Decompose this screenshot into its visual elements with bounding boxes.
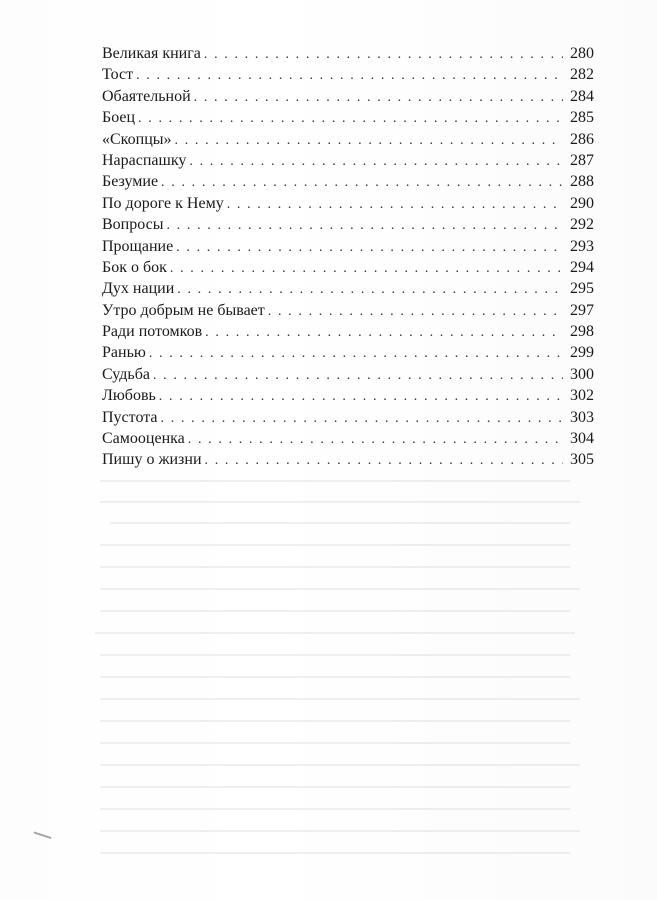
- toc-entry-page: 282: [570, 66, 594, 84]
- toc-entry-page: 297: [570, 301, 594, 319]
- toc-entry: [102, 449, 594, 470]
- pencil-mark: [31, 832, 52, 849]
- toc-dot-leader: [153, 365, 563, 386]
- toc-entry-title: По дороге к Нему: [102, 194, 224, 212]
- toc-dot-leader: [166, 215, 563, 236]
- toc-entry-title: Обаятельной: [102, 87, 191, 105]
- toc-entry: [102, 236, 594, 257]
- toc-entry: [102, 321, 594, 342]
- toc-dot-leader: [204, 44, 563, 65]
- toc-entry-page: 303: [570, 408, 594, 426]
- toc-entry: [102, 64, 594, 85]
- toc-dot-leader: [205, 322, 563, 343]
- toc-entry-title: Безумие: [102, 173, 159, 191]
- toc-entry-title: Боец: [102, 109, 136, 127]
- toc-entry-title: Ради потомков: [102, 323, 203, 341]
- toc-entry-page: 292: [570, 216, 594, 234]
- toc-entry-page: 305: [570, 451, 594, 469]
- toc-dot-leader: [176, 237, 563, 258]
- toc-entry-page: 284: [570, 87, 594, 105]
- toc-entry: [102, 428, 594, 449]
- toc-entry-page: 294: [570, 258, 594, 276]
- toc-entry: [102, 385, 594, 406]
- toc-dot-leader: [175, 130, 563, 151]
- toc-entry-title: Дух нации: [102, 280, 175, 298]
- toc-entry-title: Пустота: [102, 408, 158, 426]
- toc-entry-title: Бок о бок: [102, 258, 167, 276]
- toc-entry: [102, 214, 594, 235]
- toc-dot-leader: [227, 194, 563, 215]
- toc-entry-title: Любовь: [102, 387, 156, 405]
- toc-dot-leader: [161, 408, 563, 429]
- toc-entry-page: 280: [570, 45, 594, 62]
- toc-entry-title: Самооценка: [102, 430, 185, 448]
- toc-entry: [102, 342, 594, 363]
- toc-entry: [102, 193, 594, 214]
- bleed-through-texture: [40, 470, 640, 890]
- toc-entry: [102, 129, 594, 150]
- toc-entry-title: Великая книга: [102, 45, 201, 62]
- toc-dot-leader: [189, 151, 563, 172]
- toc-entry-title: «Скопцы»: [102, 130, 172, 148]
- toc-entry-page: 290: [570, 194, 594, 212]
- toc-dot-leader: [177, 279, 563, 300]
- toc-dot-leader: [170, 258, 563, 279]
- toc-dot-leader: [149, 343, 563, 364]
- toc-entry-page: 299: [570, 344, 594, 362]
- toc-entry-page: 300: [570, 365, 594, 383]
- toc-dot-leader: [188, 429, 563, 450]
- toc-entry: [102, 107, 594, 128]
- toc-entry-page: 293: [570, 237, 594, 255]
- toc-entry-title: Пишу о жизни: [102, 451, 202, 469]
- toc-entry: [102, 257, 594, 278]
- table-of-contents: [102, 43, 594, 471]
- toc-entry: [102, 364, 594, 385]
- toc-entry: [102, 150, 594, 171]
- toc-entry: [102, 407, 594, 428]
- toc-dot-leader: [138, 108, 563, 129]
- toc-entry-title: Судьба: [102, 365, 150, 383]
- toc-entry-page: 304: [570, 430, 594, 448]
- toc-entry-page: 285: [570, 109, 594, 127]
- toc-entry-title: Нараспашку: [102, 151, 187, 169]
- toc-entry: [102, 86, 594, 107]
- toc-dot-leader: [194, 87, 563, 108]
- toc-entry-title: Ранью: [102, 344, 146, 362]
- toc-entry: [102, 43, 594, 64]
- toc-entry-title: Утро добрым не бывает: [102, 301, 265, 319]
- toc-entry-page: 298: [570, 323, 594, 341]
- toc-entry-page: 288: [570, 173, 594, 191]
- toc-entry-page: 286: [570, 130, 594, 148]
- toc-entry-page: 302: [570, 387, 594, 405]
- toc-dot-leader: [161, 172, 563, 193]
- toc-dot-leader: [159, 386, 563, 407]
- toc-entry: [102, 278, 594, 299]
- toc-dot-leader: [136, 65, 563, 86]
- toc-dot-leader: [268, 301, 563, 322]
- toc-entry-page: 287: [570, 151, 594, 169]
- toc-dot-leader: [205, 450, 564, 471]
- toc-entry-page: 295: [570, 280, 594, 298]
- toc-entry-title: Прощание: [102, 237, 174, 255]
- toc-entry: [102, 171, 594, 192]
- toc-entry: [102, 300, 594, 321]
- toc-entry-title: Вопросы: [102, 216, 164, 234]
- toc-entry-title: Тост: [102, 66, 134, 84]
